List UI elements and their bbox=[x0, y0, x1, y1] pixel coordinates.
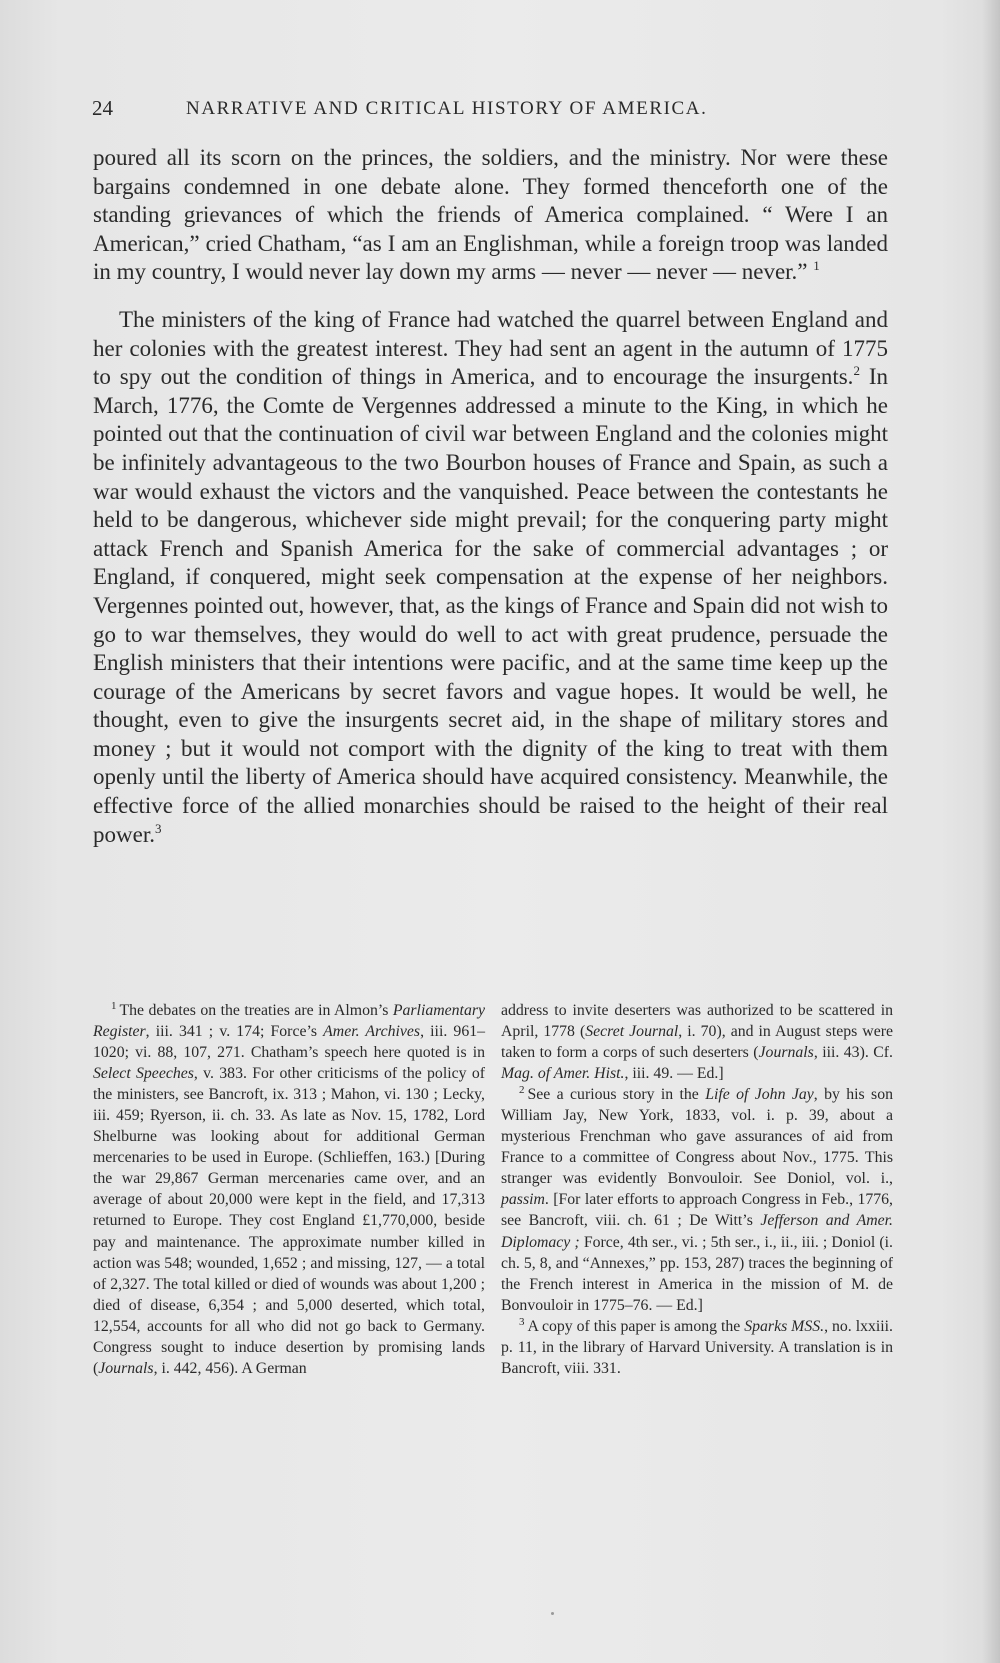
footnote bbox=[501, 1084, 893, 1316]
paper-speck bbox=[551, 1612, 554, 1615]
citation-title: Journals bbox=[98, 1359, 154, 1377]
citation-title: Mag. of Amer. Hist. bbox=[501, 1065, 625, 1083]
citation-title: Secret Journal bbox=[585, 1023, 679, 1041]
footnote-mark: 1 bbox=[111, 1000, 117, 1012]
page-header bbox=[92, 94, 892, 124]
paragraph bbox=[93, 306, 888, 849]
paragraph-text: poured all its scorn on the princes, the soldiers, and the ministry. Nor were these bargains condemned in one debate alone. They formed thenceforth one of the standing grievances of which the friends of America complained. “ Were I an American,” cried Chatham, “as I am an Englishman, while a foreign troop was landed in my country, I would never lay down my arms — never — never — never.” bbox=[93, 145, 888, 285]
citation-title: Journals bbox=[758, 1044, 814, 1062]
running-head: NARRATIVE AND CRITICAL HISTORY OF AMERICA. bbox=[186, 98, 708, 119]
page-edge-shadow bbox=[982, 0, 1000, 1663]
main-text bbox=[93, 144, 888, 849]
citation-title: Parliamentary Register bbox=[93, 1002, 485, 1041]
footnote-text: See a curious story in the bbox=[527, 1086, 706, 1104]
paragraph-text: The ministers of the king of France had watched the quarrel between England and her colonies with the greatest interest. They had sent an agent in the autumn of 1775 to spy out the condition of things in America, and to encourage the insurgents. bbox=[93, 306, 888, 390]
footnote-text: A copy of this paper is among the bbox=[527, 1317, 745, 1335]
paragraph-text: In March, 1776, the Comte de Vergennes addressed a minute to the King, in which he pointed out that the continuation of civil war between England and the colonies might be infinitely advantageous to the two Bourbon houses of France and Spain, as such a war would exhaust the victors and the vanquished. Peace between the contestants he held to be dangerous, whichever side might prevail; for the conquering party might attack French and Spanish America for the sake of commercial advantages ; or England, if conquered, might seek compensation at the expense of her neighbors. Vergennes pointed out, however, that, as the kings of France and Spain did not wish to go to war themselves, they would do well to act with great prudence, persuade the English ministers that their intentions were pacific, and at the same time keep up the courage of the Americans by secret favors and vague hopes. It would be well, he thought, even to give the insurgents secret aid, in the shape of military stores and money ; but it would not comport with the dignity of the king to treat with them openly until the liberty of America should have acquired consistency. Meanwhile, the effective force of the allied monarchies should be raised to the height of their real power. bbox=[93, 364, 888, 847]
footnote-text: , i. 70), and in August steps were taken to form a corps of such deserters ( bbox=[501, 1023, 893, 1062]
footnote-text: . [For later efforts to approach Congress in Feb., 1776, see Bancroft, viii. ch. 61 ; De Witt’s bbox=[501, 1191, 893, 1230]
footnote-text: Force, 4th ser., vi. ; 5th ser., i., ii., iii. ; Doniol (i. ch. 5, 8, and “Annexes,” pp. 153, 287) traces the beginning of the French interest in America in the mission of M. de Bonvouloir in 1775–76. — Ed.] bbox=[501, 1233, 894, 1314]
footnote-text: , iii. 341 ; v. 174; Force’s bbox=[145, 1023, 324, 1041]
footnote bbox=[93, 1000, 485, 1379]
footnote-column-right bbox=[501, 1000, 893, 1379]
footnote-continuation bbox=[501, 1000, 893, 1084]
footnote-ref: 3 bbox=[154, 820, 162, 836]
paragraph bbox=[93, 144, 888, 287]
footnote-text: , v. 383. For other criticisms of the policy of the ministers, see Bancroft, ix. 313 ; Mahon, vi. 130 ; Lecky, iii. 459; Ryerson, ii. ch. 33. As late as Nov. 15, 1782, Lord Shelburne was looking about for additional German mercenaries to be used in Europe. (Schlieffen, 163.) [During the war 29,867 German mercenaries came over, and an average of about 20,000 were kept in the field, and 17,313 returned to Europe. They cost England £1,770,000, beside pay and maintenance. The approximate number killed in action was 548; wounded, 1,652 ; and missing, 127, — a total of 2,327. The total killed or died of wounds was about 1,200 ; died of disease, 6,354 ; and 5,000 deserted, which total, 12,554, accounts for all who did not go back to Germany. Congress sought to induce desertion by promising lands ( bbox=[93, 1065, 485, 1377]
footnote-mark: 3 bbox=[519, 1315, 525, 1328]
citation-title: Life of John Jay bbox=[705, 1086, 814, 1104]
footnote-ref: 2 bbox=[853, 363, 860, 379]
page-number: 24 bbox=[92, 96, 113, 120]
footnotes bbox=[93, 1000, 893, 1480]
citation-title: Sparks MSS. bbox=[744, 1317, 825, 1335]
footnote-text: address to invite deserters was authorized to be scattered in April, 1778 ( bbox=[501, 1002, 893, 1041]
citation-title: Jefferson and Amer. Diplomacy ; bbox=[501, 1212, 893, 1251]
footnote-text: , i. 442, 456). A German bbox=[153, 1359, 307, 1377]
footnote-text: , by his son William Jay, New York, 1833, vol. i. p. 39, about a mysterious Frenchman who gave assurances of aid from France to a committee of Congress about Nov., 1775. This stranger was evidently Bonvouloir. See Doniol, vol. i., bbox=[501, 1086, 893, 1188]
footnote-text: , iii. 43). Cf. bbox=[813, 1044, 893, 1062]
footnote-text: , iii. 961–1020; vi. 88, 107, 271. Chatham’s speech here quoted is in bbox=[93, 1023, 486, 1062]
citation-title: Select Speeches bbox=[93, 1065, 194, 1083]
citation-title: Amer. Archives bbox=[323, 1023, 421, 1041]
footnote-column-left bbox=[93, 1000, 485, 1379]
footnote-mark: 2 bbox=[519, 1084, 525, 1097]
footnote-text: The debates on the treaties are in Almon’s bbox=[119, 1002, 393, 1019]
citation-title: passim bbox=[501, 1191, 545, 1209]
footnote bbox=[501, 1316, 893, 1379]
footnote-ref: 1 bbox=[813, 258, 820, 274]
footnote-text: , no. lxxiii. p. 11, in the library of Harvard University. A translation is in Bancroft, viii. 331. bbox=[501, 1317, 893, 1377]
footnote-text: , iii. 49. — Ed.] bbox=[624, 1065, 724, 1083]
